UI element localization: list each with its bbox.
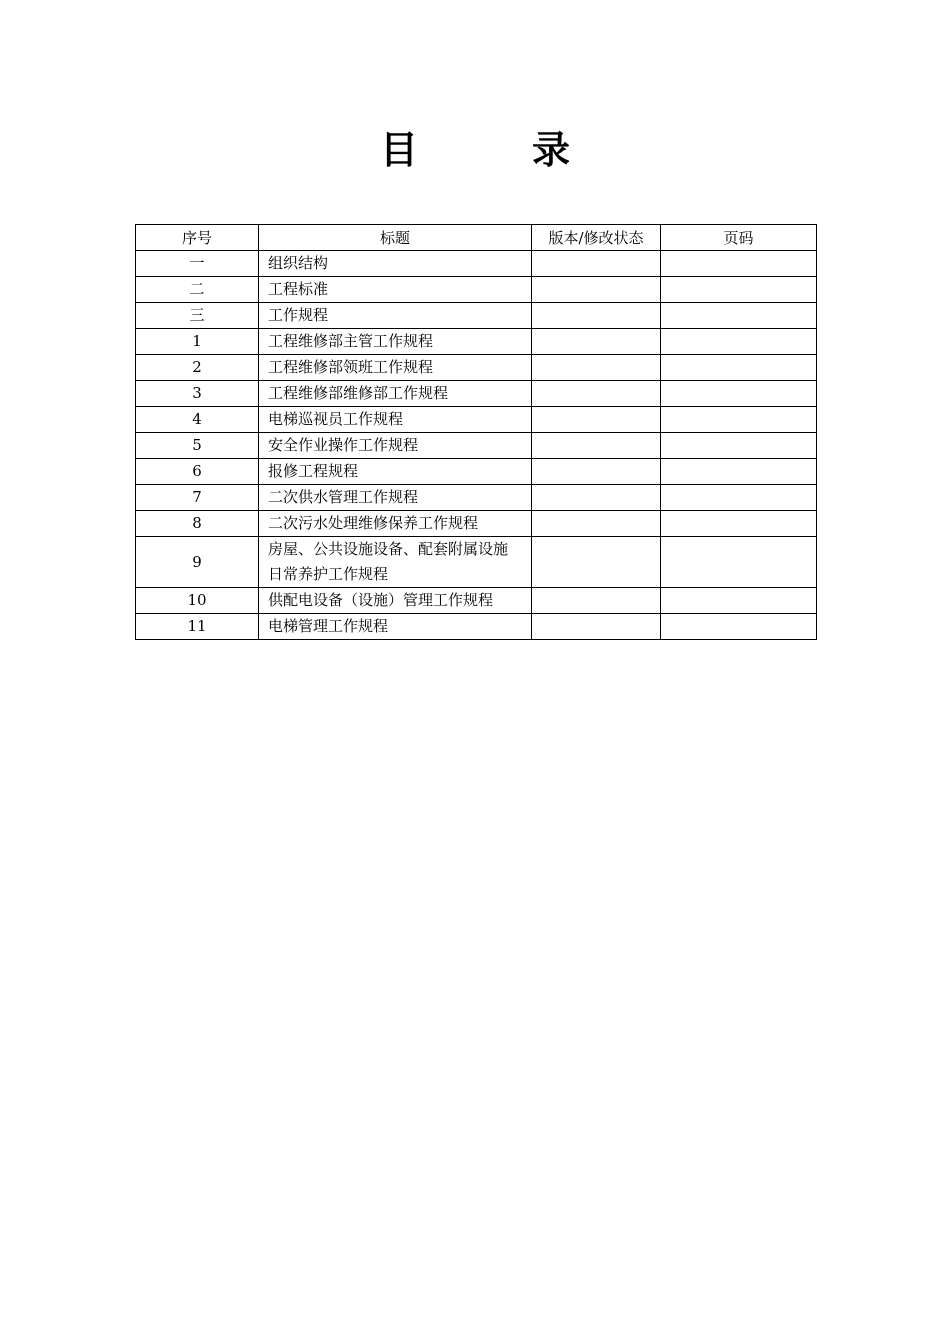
row-number: 8 (136, 511, 259, 537)
table-row (136, 614, 817, 640)
row-title: 电梯巡视员工作规程 (259, 407, 532, 433)
table-row (136, 381, 817, 407)
row-page (661, 511, 817, 537)
row-version (532, 459, 661, 485)
table-row (136, 459, 817, 485)
header-number: 序号 (136, 225, 259, 251)
row-number: 三 (136, 303, 259, 329)
row-number: 6 (136, 459, 259, 485)
row-title: 供配电设备（设施）管理工作规程 (259, 588, 532, 614)
row-page (661, 355, 817, 381)
row-title: 工程维修部维修部工作规程 (259, 381, 532, 407)
row-title: 二次供水管理工作规程 (259, 485, 532, 511)
row-version (532, 407, 661, 433)
row-title: 工程维修部主管工作规程 (259, 329, 532, 355)
row-version (532, 251, 661, 277)
row-version (532, 614, 661, 640)
row-title: 二次污水处理维修保养工作规程 (259, 511, 532, 537)
row-title: 工作规程 (259, 303, 532, 329)
row-number: 3 (136, 381, 259, 407)
row-number: 4 (136, 407, 259, 433)
row-version (532, 537, 661, 588)
row-version (532, 355, 661, 381)
row-page (661, 537, 817, 588)
row-title: 组织结构 (259, 251, 532, 277)
row-number: 1 (136, 329, 259, 355)
row-number: 9 (136, 537, 259, 588)
row-page (661, 459, 817, 485)
row-version (532, 511, 661, 537)
row-number: 11 (136, 614, 259, 640)
row-number: 一 (136, 251, 259, 277)
table-row (136, 251, 817, 277)
table-row (136, 588, 817, 614)
row-number: 5 (136, 433, 259, 459)
table-row (136, 303, 817, 329)
table-row (136, 355, 817, 381)
row-title: 安全作业操作工作规程 (259, 433, 532, 459)
row-page (661, 381, 817, 407)
row-number: 10 (136, 588, 259, 614)
table-row (136, 511, 817, 537)
table-row (136, 329, 817, 355)
table-row (136, 485, 817, 511)
header-page: 页码 (661, 225, 817, 251)
header-title: 标题 (259, 225, 532, 251)
row-version (532, 433, 661, 459)
row-title: 电梯管理工作规程 (259, 614, 532, 640)
toc-table (135, 224, 817, 640)
row-version (532, 303, 661, 329)
row-title: 工程维修部领班工作规程 (259, 355, 532, 381)
table-row (136, 277, 817, 303)
row-number: 二 (136, 277, 259, 303)
row-version (532, 588, 661, 614)
row-title: 报修工程规程 (259, 459, 532, 485)
row-version (532, 277, 661, 303)
row-page (661, 588, 817, 614)
row-page (661, 277, 817, 303)
row-title: 工程标准 (259, 277, 532, 303)
row-version (532, 485, 661, 511)
row-number: 7 (136, 485, 259, 511)
row-page (661, 614, 817, 640)
toc-header-row (136, 225, 817, 251)
row-page (661, 303, 817, 329)
row-version (532, 329, 661, 355)
table-row (136, 407, 817, 433)
row-page (661, 251, 817, 277)
page-title: 目 录 (379, 128, 608, 172)
header-version: 版本/修改状态 (532, 225, 661, 251)
row-version (532, 381, 661, 407)
row-page (661, 433, 817, 459)
table-row (136, 433, 817, 459)
row-title: 房屋、公共设施设备、配套附属设施 日常养护工作规程 (259, 537, 532, 588)
table-row (136, 537, 817, 588)
row-page (661, 407, 817, 433)
row-page (661, 485, 817, 511)
row-number: 2 (136, 355, 259, 381)
row-page (661, 329, 817, 355)
